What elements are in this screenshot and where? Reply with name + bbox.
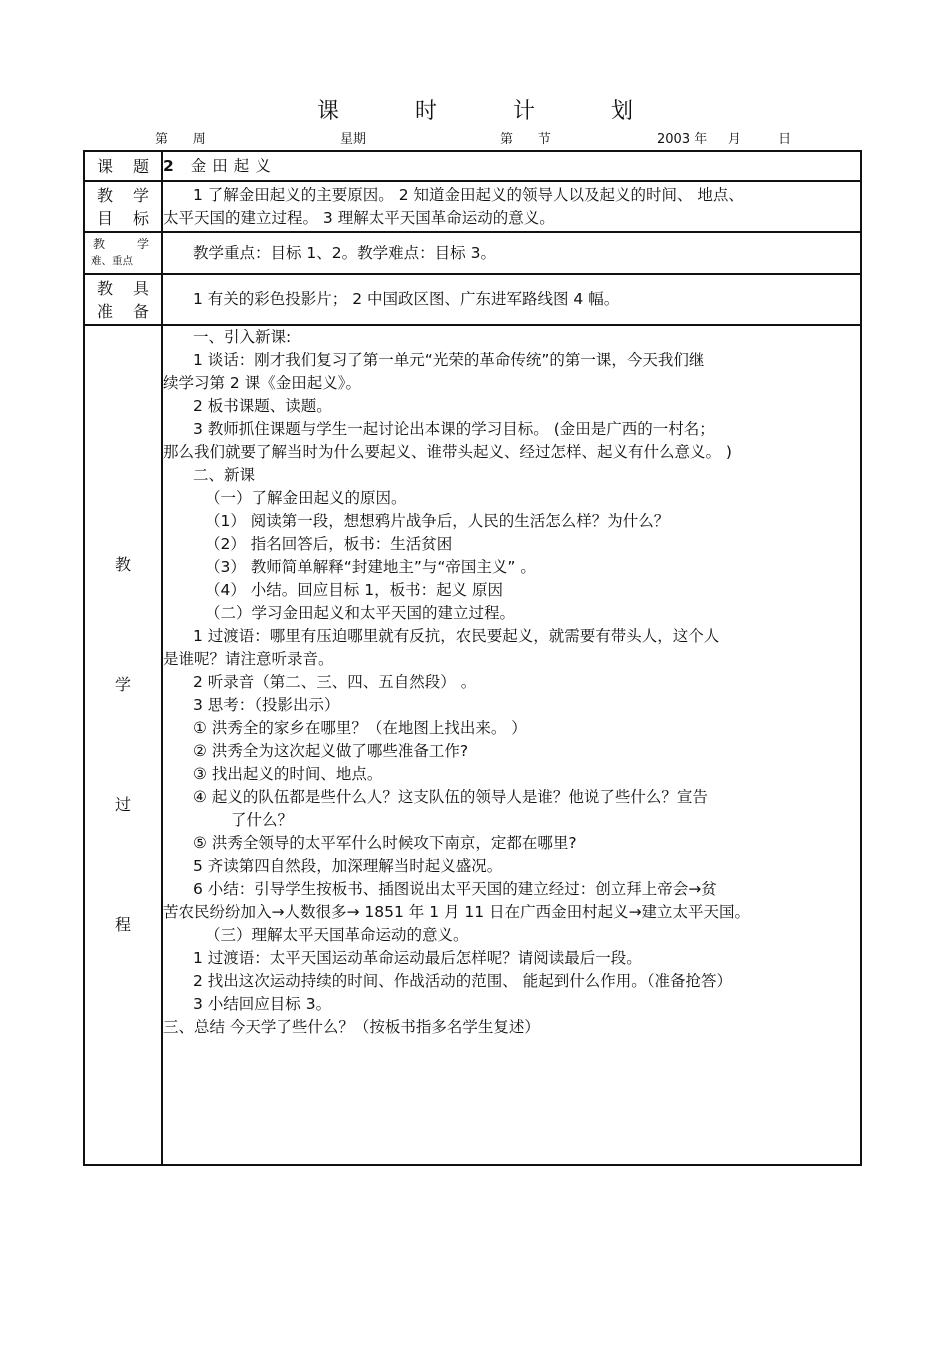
process-line: 2 听录音（第二、三、四、五自然段） 。 xyxy=(193,673,477,691)
page-title: 课 时 计 划 xyxy=(316,99,634,124)
process-line: 1 谈话：刚才我们复习了第一单元“光荣的革命传统”的第一课，今天我们继 xyxy=(193,351,705,369)
topic-value: 2 金田起义 xyxy=(162,151,861,181)
difficulty-label: 教 学 难、重点 xyxy=(84,232,162,274)
weekday-field: 星期 xyxy=(340,132,367,147)
goals-label: 教 学 目 标 xyxy=(84,181,162,232)
process-line: （3） 教师简单解释“封建地主”与“帝国主义” 。 xyxy=(205,558,536,576)
process-line: 3 思考：（投影出示） xyxy=(193,696,340,714)
process-line: 2 找出这次运动持续的时间、作战活动的范围、 能起到什么作用。（准备抢答） xyxy=(193,972,732,990)
goals-value: 1 了解金田起义的主要原因。 2 知道金田起义的领导人以及起义的时间、 地点、 太平天国的建立过程。 3 理解太平天国革命运动的意义。 xyxy=(162,181,861,232)
goals-row xyxy=(84,181,861,232)
difficulty-row xyxy=(84,232,861,274)
process-line: 苦农民纷纷加入→人数很多→ 1851 年 1 月 11 日在广西金田村起义→建立太平天国。 xyxy=(163,903,751,921)
lesson-plan-table xyxy=(83,150,862,1166)
process-line: （4） 小结。回应目标 1，板书：起义 原因 xyxy=(205,581,504,599)
process-line: 2 板书课题、读题。 xyxy=(193,397,332,415)
date-field: 2003 年 月 日 xyxy=(657,132,792,147)
process-line: 6 小结：引导学生按板书、插图说出太平天国的建立经过：创立拜上帝会→贫 xyxy=(193,880,717,898)
process-line: 那么我们就要了解当时为什么要起义、谁带头起义、经过怎样、起义有什么意义。 ) xyxy=(163,443,732,461)
tools-value: 1 有关的彩色投影片； 2 中国政区图、广东进军路线图 4 幅。 xyxy=(162,274,861,325)
process-line: 二、新课 xyxy=(193,466,256,484)
process-line: （二）学习金田起义和太平天国的建立过程。 xyxy=(205,604,516,622)
process-line: 5 齐读第四自然段，加深理解当时起义盛况。 xyxy=(193,857,503,875)
process-line: （一）了解金田起义的原因。 xyxy=(205,489,407,507)
process-line: 三、总结 今天学了些什么？（按板书指多名学生复述） xyxy=(163,1018,540,1036)
tools-row xyxy=(84,274,861,325)
process-line: 了什么？ xyxy=(231,811,294,829)
process-label: 教 学 过 程 xyxy=(84,325,162,1165)
process-line: （2） 指名回答后，板书：生活贫困 xyxy=(205,535,453,553)
week-field: 第 周 xyxy=(155,132,206,147)
process-line: ③ 找出起义的时间、地点。 xyxy=(193,765,383,783)
process-line: （1） 阅读第一段，想想鸦片战争后，人民的生活怎么样？为什么？ xyxy=(205,512,670,530)
process-line: 1 过渡语：哪里有压迫哪里就有反抗，农民要起义，就需要有带头人，这个人 xyxy=(193,627,720,645)
process-line: 3 小结回应目标 3。 xyxy=(193,995,332,1013)
process-line: ② 洪秀全为这次起义做了哪些准备工作? xyxy=(193,742,469,760)
process-line: ① 洪秀全的家乡在哪里？（在地图上找出来。 ） xyxy=(193,719,527,737)
process-row xyxy=(84,325,861,1165)
process-line: ④ 起义的队伍都是些什么人？这支队伍的领导人是谁？他说了些什么？宣告 xyxy=(193,788,708,806)
period-field: 第 节 xyxy=(500,132,551,147)
process-line: 3 教师抓住课题与学生一起讨论出本课的学习目标。 (金田是广西的一村名； xyxy=(193,420,715,438)
process-line: 1 过渡语：太平天国运动革命运动最后怎样呢？请阅读最后一段。 xyxy=(193,949,642,967)
process-value xyxy=(162,325,861,1165)
process-line: 一、引入新课: xyxy=(193,328,292,346)
process-line: 是谁呢？请注意听录音。 xyxy=(163,650,334,668)
process-line: （三）理解太平天国革命运动的意义。 xyxy=(205,926,469,944)
topic-row xyxy=(84,151,861,181)
topic-label: 课 题 xyxy=(84,151,162,181)
process-line: ⑤ 洪秀全领导的太平军什么时候攻下南京，定都在哪里? xyxy=(193,834,577,852)
process-line: 续学习第 2 课《金田起义》。 xyxy=(163,374,361,392)
tools-label: 教 具 准 备 xyxy=(84,274,162,325)
difficulty-value: 教学重点：目标 1、2。教学难点：目标 3。 xyxy=(162,232,861,274)
